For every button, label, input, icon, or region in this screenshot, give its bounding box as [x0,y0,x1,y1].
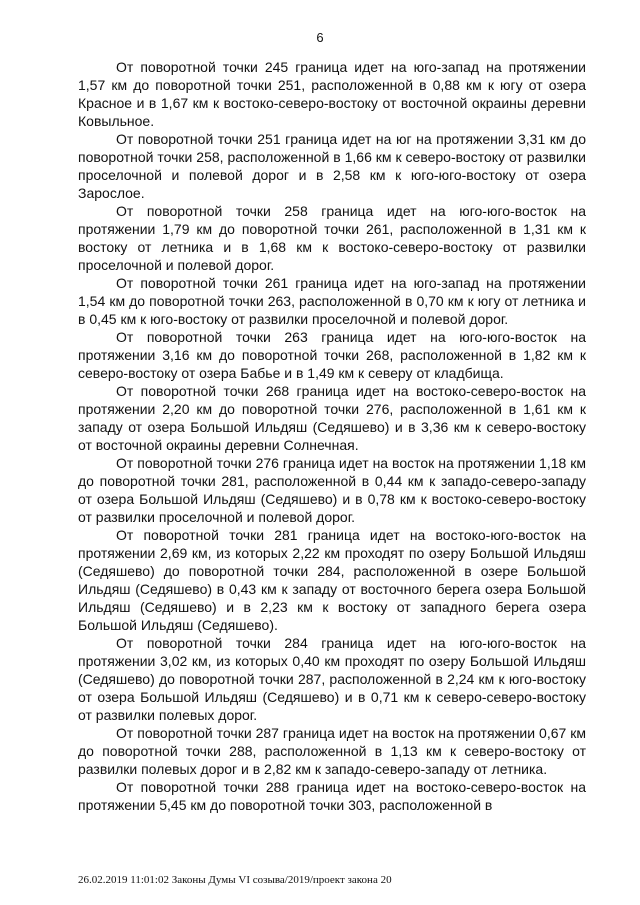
paragraph: От поворотной точки 281 граница идет на востоко-юго-восток на протяжении 2,69 км, из которых 2,22 км проходят по озеру Большой Ильдяш (Седяшево) до поворотной точки 284, расположенной в озере Большой Ильдяш (Седяшево) в 0,43 км к западу от восточного берега озера Большой Ильдяш (Седяшево) и в 2,23 км к востоку от западного берега озера Большой Ильдяш (Седяшево). [78,527,586,633]
paragraph: От поворотной точки 287 граница идет на восток на протяжении 0,67 км до поворотной точки 288, расположенной в 1,13 км к северо-востоку от развилки полевых дорог и в 2,82 км к западо-северо-западу от летника. [78,725,586,777]
paragraph: От поворотной точки 261 граница идет на юго-запад на протяжении 1,54 км до поворотной точки 263, расположенной в 0,70 км к югу от летника и в 0,45 км к юго-востоку от развилки проселочной и полевой дорог. [78,275,586,327]
paragraph: От поворотной точки 263 граница идет на юго-юго-восток на протяжении 3,16 км до поворотной точки 268, расположенной в 1,82 км к северо-востоку от озера Бабье и в 1,49 км к северу от кладбища. [78,329,586,381]
page-number: 6 [316,30,324,45]
paragraph: От поворотной точки 288 граница идет на востоко-северо-восток на протяжении 5,45 км до поворотной точки 303, расположенной в [78,779,586,813]
document-footer: 26.02.2019 11:01:02 Законы Думы VI созыва/2019/проект закона 20 [78,874,392,886]
paragraph: От поворотной точки 276 граница идет на восток на протяжении 1,18 км до поворотной точки 281, расположенной в 0,44 км к западо-северо-западу от озера Большой Ильдяш (Седяшево) и в 0,78 км к востоко-северо-востоку от развилки проселочной и полевой дорог. [78,455,586,525]
paragraph: От поворотной точки 245 граница идет на юго-запад на протяжении 1,57 км до поворотной точки 251, расположенной в 0,88 км к югу от озера Красное и в 1,67 км к востоко-северо-востоку от восточной окраины деревни Ковыльное. [78,59,586,129]
paragraph: От поворотной точки 251 граница идет на юг на протяжении 3,31 км до поворотной точки 258, расположенной в 1,66 км к северо-востоку от развилки проселочной и полевой дорог и в 2,58 км к юго-юго-востоку от озера Зарослое. [78,131,586,201]
paragraph: От поворотной точки 284 граница идет на юго-юго-восток на протяжении 3,02 км, из которых 0,40 км проходят по озеру Большой Ильдяш (Седяшево) до поворотной точки 287, расположенной в 2,24 км к юго-востоку от озера Большой Ильдяш (Седяшево) и в 0,71 км к северо-северо-востоку от развилки полевых дорог. [78,635,586,723]
document-body [78,58,586,814]
paragraph: От поворотной точки 258 граница идет на юго-юго-восток на протяжении 1,79 км до поворотной точки 261, расположенной в 1,31 км к востоку от летника и в 1,68 км к востоко-северо-востоку от развилки проселочной и полевой дорог. [78,203,586,273]
paragraph: От поворотной точки 268 граница идет на востоко-северо-восток на протяжении 2,20 км до поворотной точки 276, расположенной в 1,61 км к западу от озера Большой Ильдяш (Седяшево) и в 3,36 км к северо-востоку от восточной окраины деревни Солнечная. [78,383,586,453]
